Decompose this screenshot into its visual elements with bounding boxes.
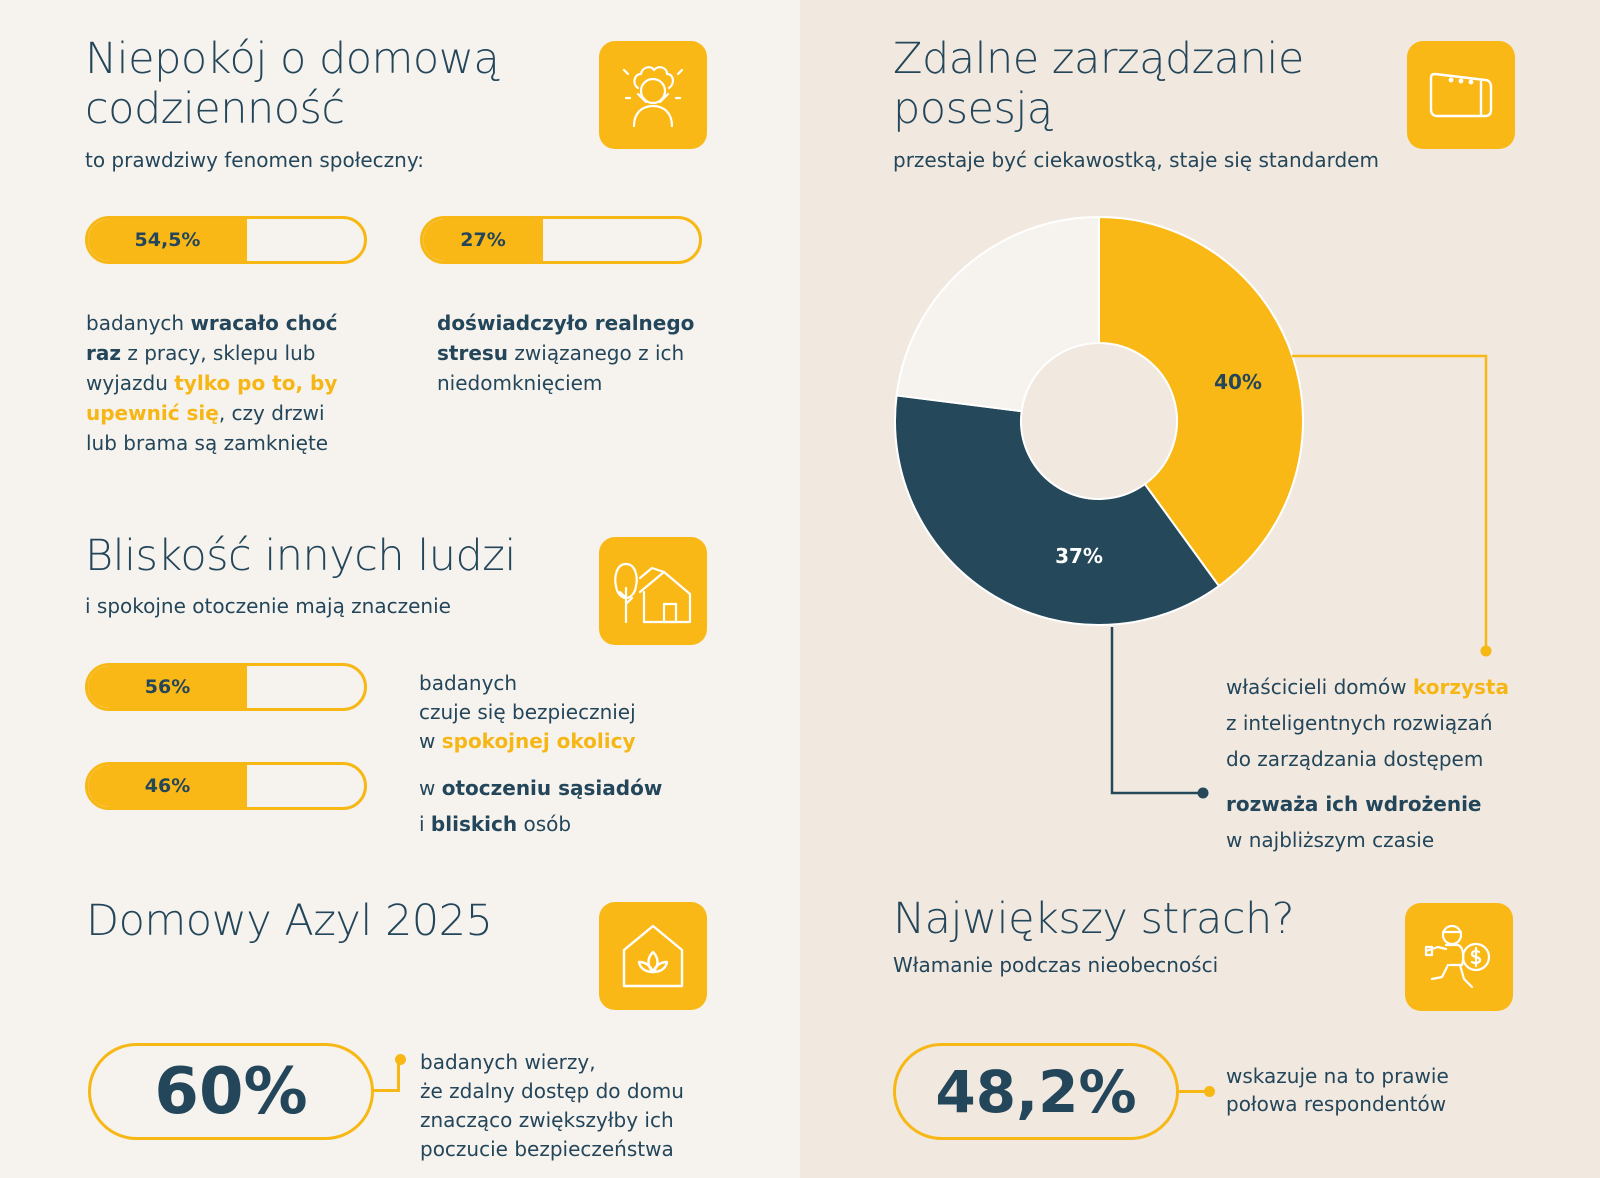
donut-slice-2 <box>897 217 1099 411</box>
stat-bar-54-label: 54,5% <box>134 229 201 251</box>
desc-bold: bliskich <box>430 812 518 836</box>
desc-text: z pracy, sklepu lub <box>121 341 316 365</box>
section2-desc-b <box>419 770 662 842</box>
connector-line-37 <box>1112 627 1203 793</box>
desc-text: badanych wierzy, <box>420 1050 596 1074</box>
section5-subtitle: Włamanie podczas nieobecności <box>893 953 1219 977</box>
burglar-icon <box>1405 903 1513 1011</box>
section1-title <box>85 34 499 134</box>
donut-label-40: 40% <box>1214 370 1262 394</box>
desc-highlight: tylko po to, by <box>174 371 338 395</box>
stressed-person-icon <box>599 41 707 149</box>
section1-desc-a <box>86 308 386 458</box>
desc-bold: otoczeniu sąsiadów <box>441 776 663 800</box>
desc-bold: rozważa ich wdrożenie <box>1226 792 1482 816</box>
stat-bar-56-label: 56% <box>144 676 191 698</box>
stat-bar-56 <box>85 663 367 711</box>
desc-text: czuje się bezpieczniej <box>419 700 636 724</box>
section4-title-line2: posesją <box>893 84 1053 134</box>
desc-text: w <box>419 729 442 753</box>
section1-desc-b <box>437 308 737 398</box>
desc-bold: doświadczyło realnego <box>437 311 695 335</box>
desc-text: osób <box>517 812 572 836</box>
donut-label-37: 37% <box>1055 544 1103 568</box>
desc-text: w <box>419 776 442 800</box>
section4-title <box>893 34 1304 134</box>
desc-text: wskazuje na to prawie <box>1226 1064 1449 1088</box>
desc-text: związanego z ich <box>508 341 685 365</box>
section3-title: Domowy Azyl 2025 <box>86 896 493 946</box>
stat-bar-54 <box>85 216 367 264</box>
desc-text: połowa respondentów <box>1226 1092 1447 1116</box>
desc-text: do zarządzania dostępem <box>1226 747 1484 771</box>
section4-desc-b <box>1226 786 1482 858</box>
desc-text: , czy drzwi <box>218 401 325 425</box>
stat-bar-46 <box>85 762 367 810</box>
section2-desc-a <box>419 669 636 756</box>
desc-text: znacząco zwiększyłby ich <box>420 1108 674 1132</box>
desc-text: w najbliższym czasie <box>1226 828 1435 852</box>
desc-highlight: korzysta <box>1412 675 1509 699</box>
desc-text: niedomknięciem <box>437 371 603 395</box>
house-lotus-icon <box>599 902 707 1010</box>
stat-bar-46-label: 46% <box>144 775 191 797</box>
section1-title-line1: Niepokój o domową <box>85 34 500 84</box>
section1-subtitle: to prawdziwy fenomen społeczny: <box>85 148 424 172</box>
connector-line <box>374 1062 400 1092</box>
connector-line-40 <box>1292 356 1486 650</box>
desc-highlight: upewnić się <box>86 401 219 425</box>
big-stat-60: 60% <box>88 1043 374 1140</box>
connector-dot <box>395 1054 406 1065</box>
stat-bar-27-label: 27% <box>460 229 506 251</box>
section4-desc-a <box>1226 669 1509 777</box>
stat-bar-27 <box>420 216 702 264</box>
desc-text: wyjazdu <box>86 371 175 395</box>
tree-house-icon <box>599 537 707 645</box>
section2-subtitle: i spokojne otoczenie mają znaczenie <box>85 594 451 618</box>
section1-title-line2: codzienność <box>85 84 345 134</box>
desc-text: poczucie bezpieczeństwa <box>420 1137 674 1161</box>
connector-dot-40 <box>1481 646 1492 657</box>
big-stat-48: 48,2% <box>893 1043 1179 1140</box>
desc-text: właścicieli domów <box>1226 675 1413 699</box>
desc-bold: stresu <box>437 341 509 365</box>
connector-dot <box>1204 1086 1215 1097</box>
section4-subtitle: przestaje być ciekawostką, staje się standardem <box>893 148 1379 172</box>
desc-bold: raz <box>86 341 121 365</box>
section4-title-line1: Zdalne zarządzanie <box>893 34 1304 84</box>
section5-title: Największy strach? <box>893 894 1295 944</box>
section3-desc <box>420 1048 684 1164</box>
section2-title: Bliskość innych ludzi <box>85 531 516 581</box>
desc-text: z inteligentnych rozwiązań <box>1226 711 1493 735</box>
desc-text: badanych <box>419 671 518 695</box>
desc-text: badanych <box>86 311 191 335</box>
smart-device-icon <box>1407 41 1515 149</box>
desc-text: że zdalny dostęp do domu <box>420 1079 684 1103</box>
desc-text: lub brama są zamknięte <box>86 431 329 455</box>
desc-bold: wracało choć <box>190 311 338 335</box>
desc-highlight: spokojnej okolicy <box>441 729 636 753</box>
connector-dot-37 <box>1198 788 1209 799</box>
section5-desc <box>1226 1062 1449 1118</box>
desc-text: i <box>419 812 431 836</box>
